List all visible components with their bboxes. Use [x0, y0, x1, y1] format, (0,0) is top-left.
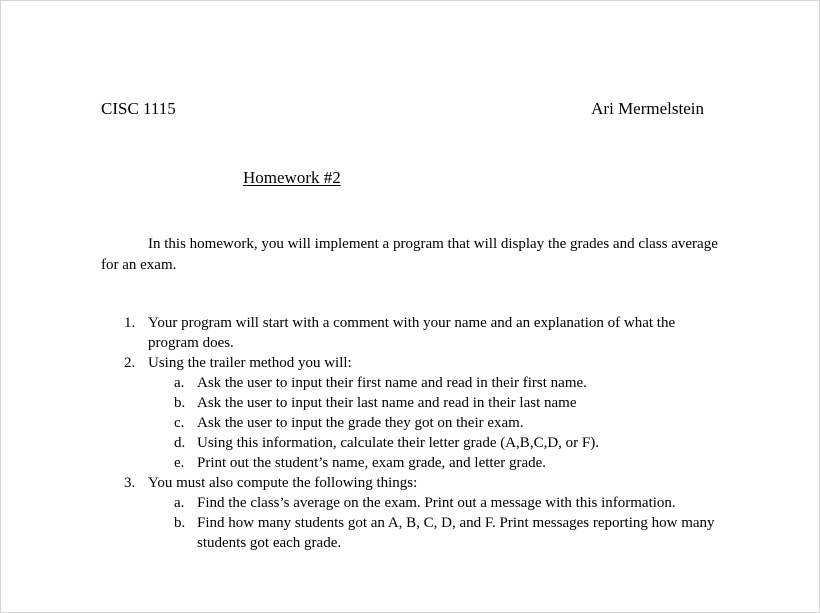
sub-item-letter: d.	[174, 435, 186, 451]
item-text: Your program will start with a comment with your name and an explanation of what the program does.	[148, 315, 676, 351]
sub-item-text: Find how many students got an A, B, C, D, and F. Print messages reporting how many students got each grade.	[197, 515, 715, 551]
item-text: Using the trailer method you will:	[148, 355, 352, 371]
page-title: Homework #2	[243, 168, 341, 187]
sub-item	[0, 453, 820, 473]
sub-item	[0, 433, 820, 453]
author-name: Ari Mermelstein	[591, 99, 704, 118]
sub-item	[0, 513, 820, 553]
sub-item-text: Ask the user to input their last name and read in their last name	[197, 395, 577, 411]
sub-item-text: Print out the student’s name, exam grade, and letter grade.	[197, 455, 547, 471]
sub-item	[0, 373, 820, 393]
list-item	[0, 353, 820, 373]
sub-item	[0, 413, 820, 433]
sub-item-letter: a.	[174, 375, 185, 391]
list-item	[0, 313, 820, 353]
instruction-list	[0, 313, 820, 553]
sub-item-letter: b.	[174, 515, 186, 531]
sub-item-text: Using this information, calculate their letter grade (A,B,C,D, or F).	[197, 435, 599, 451]
course-code: CISC 1115	[101, 99, 176, 118]
item-text: You must also compute the following things:	[148, 475, 418, 491]
sub-item-letter: e.	[174, 455, 185, 471]
list-item	[0, 473, 820, 493]
sub-item-text: Ask the user to input the grade they got on their exam.	[197, 415, 524, 431]
sub-item	[0, 493, 820, 513]
item-number: 3.	[124, 475, 136, 491]
sub-item-letter: a.	[174, 495, 185, 511]
sub-item-text: Ask the user to input their first name and read in their first name.	[197, 375, 587, 391]
sub-item	[0, 393, 820, 413]
item-number: 2.	[124, 355, 136, 371]
sub-item-text: Find the class’s average on the exam. Print out a message with this information.	[197, 495, 676, 511]
sub-item-letter: c.	[174, 415, 185, 431]
item-number: 1.	[124, 315, 136, 331]
sub-item-letter: b.	[174, 395, 186, 411]
intro-paragraph: In this homework, you will implement a program that will display the grades and class average for an exam.	[101, 236, 718, 273]
